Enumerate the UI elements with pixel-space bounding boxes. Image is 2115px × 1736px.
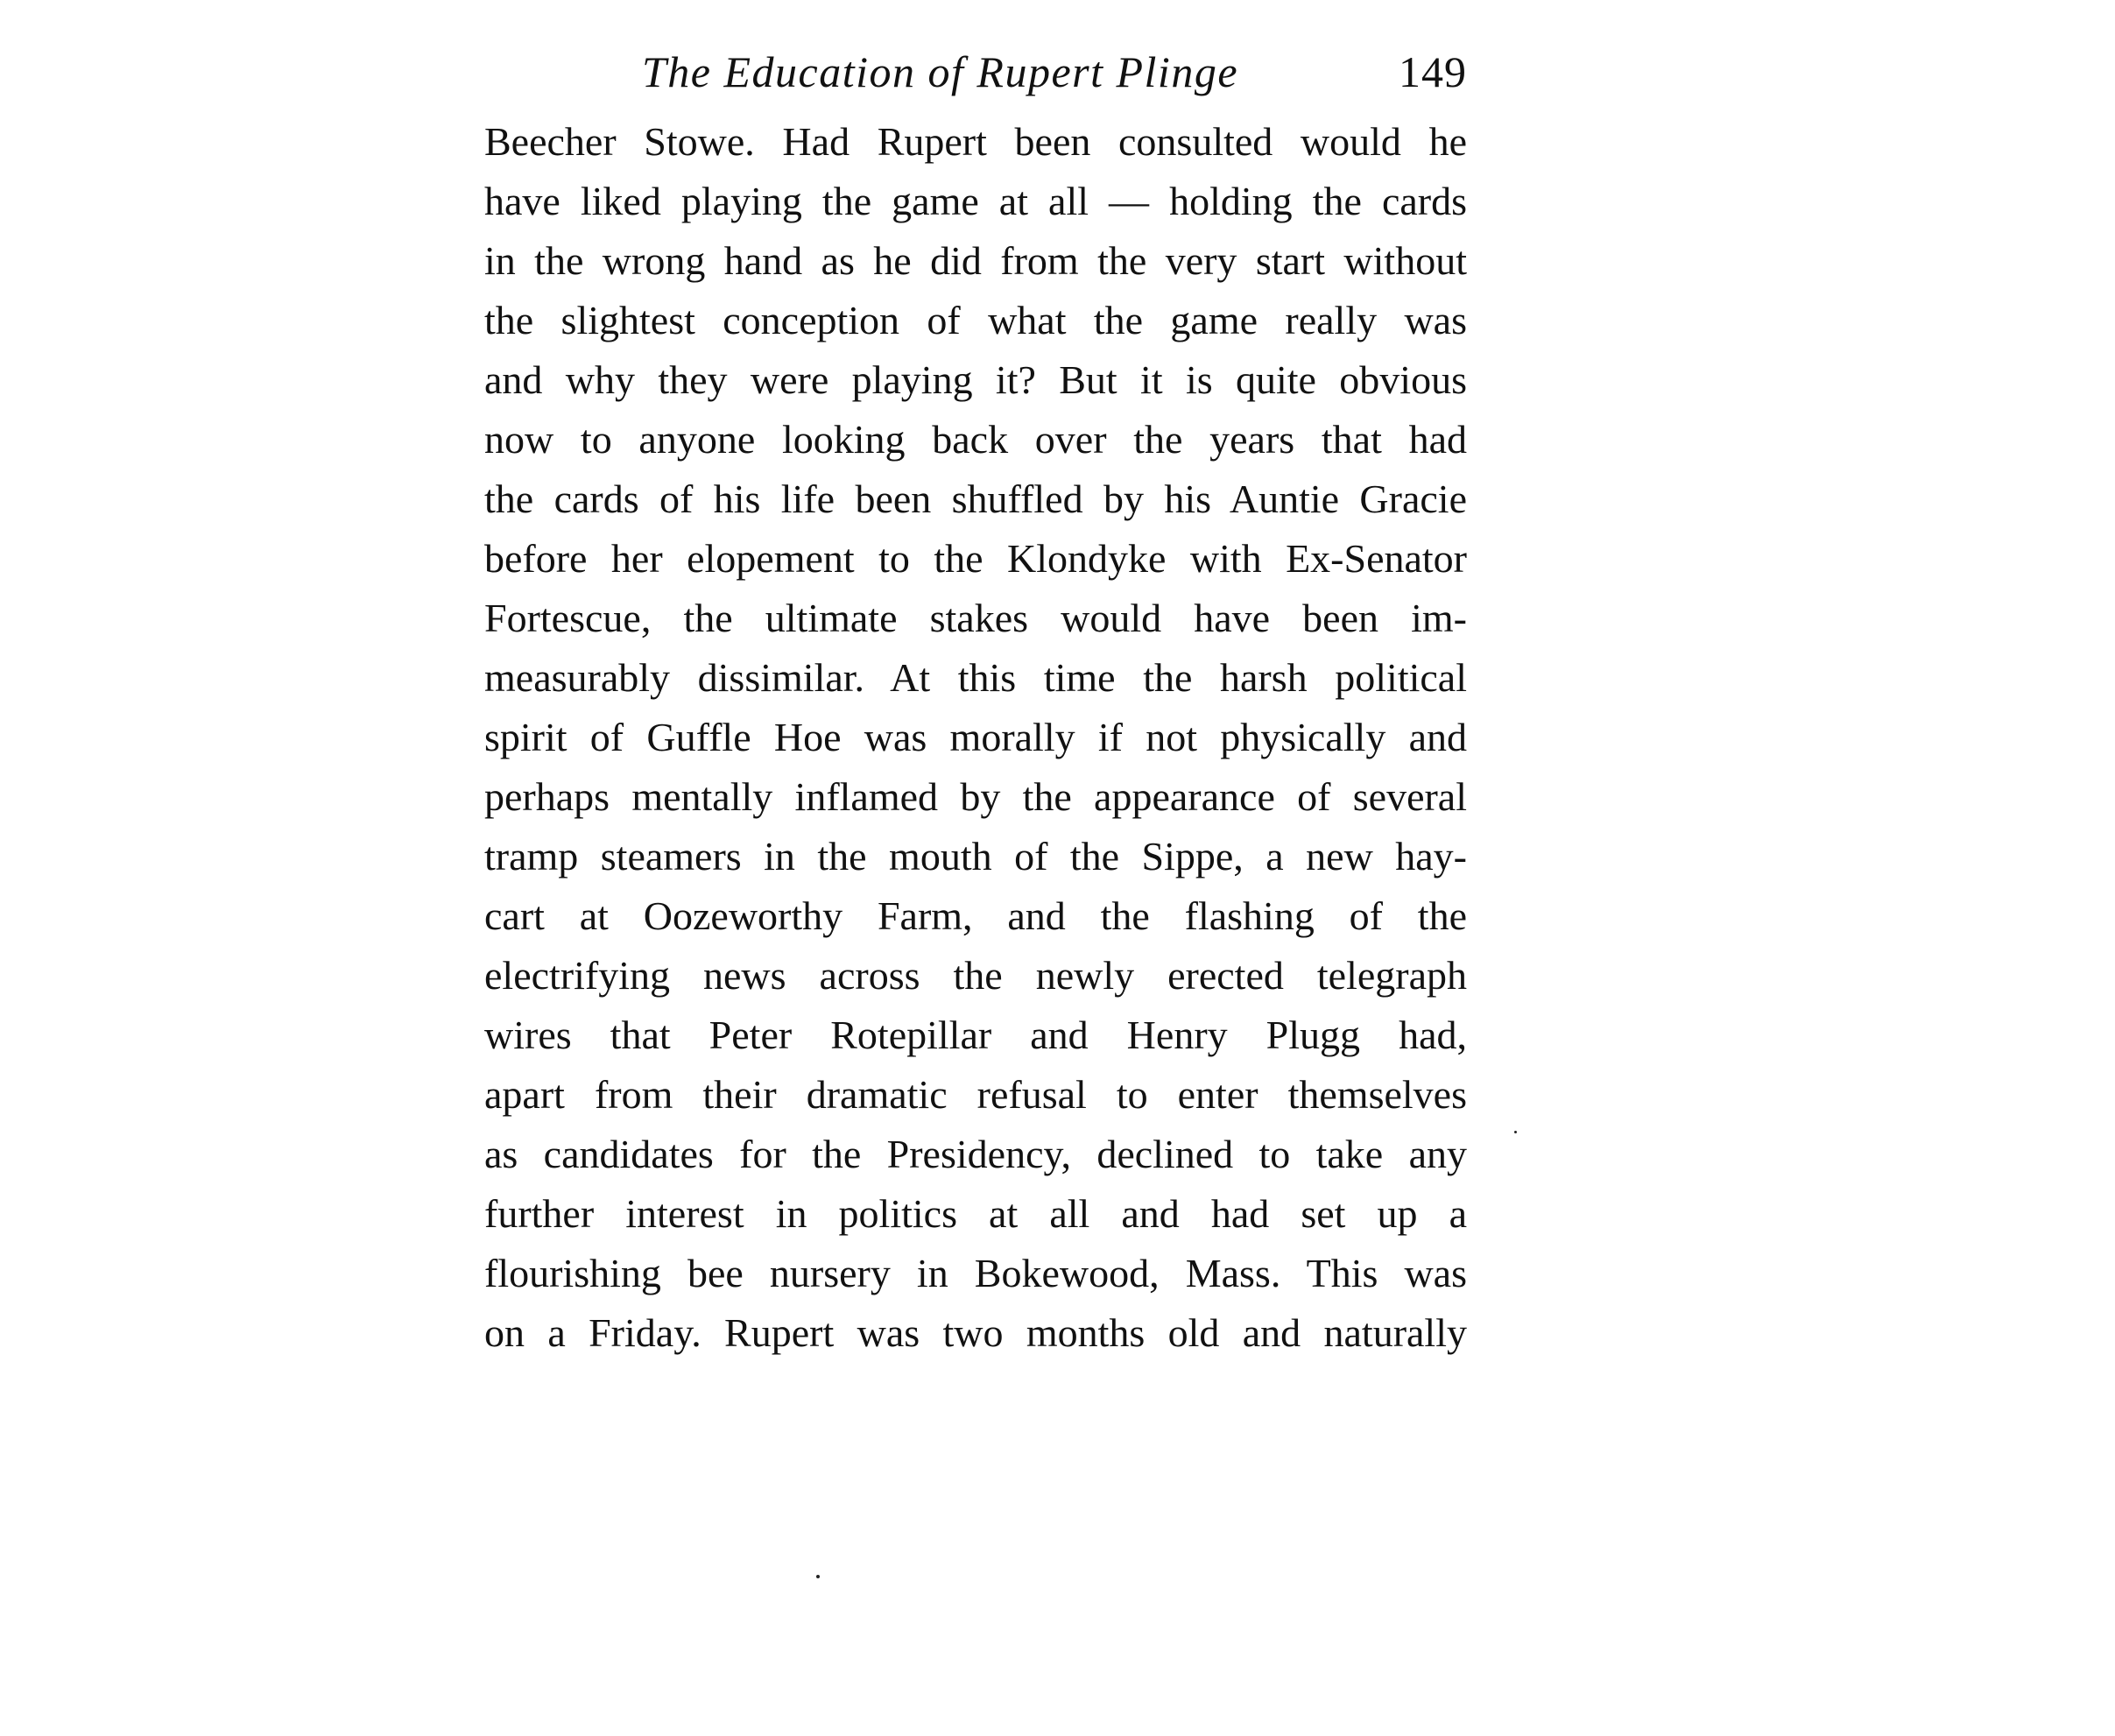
- page-number: 149: [1399, 47, 1467, 96]
- text-line: and why they were playing it? But it is quite obvious: [484, 357, 1467, 402]
- text-line: cart at Oozeworthy Farm, and the flashing of the: [484, 893, 1467, 938]
- body-paragraph: [484, 112, 1467, 1363]
- text-line: perhaps mentally inflamed by the appearance of several: [484, 774, 1467, 819]
- running-title: The Education of Rupert Plinge: [642, 47, 1239, 96]
- ink-speck: [816, 1575, 820, 1578]
- text-line: tramp steamers in the mouth of the Sippe, a new hay-: [484, 834, 1467, 879]
- text-line: now to anyone looking back over the years that had: [484, 417, 1467, 462]
- text-line: have liked playing the game at all — holding the cards: [484, 179, 1467, 223]
- text-line: Fortescue, the ultimate stakes would have been im-: [484, 596, 1467, 640]
- text-line: flourishing bee nursery in Bokewood, Mass. This was: [484, 1251, 1467, 1295]
- text-line: measurably dissimilar. At this time the harsh political: [484, 655, 1467, 700]
- running-head: [642, 37, 1467, 107]
- text-line: in the wrong hand as he did from the very start without: [484, 238, 1467, 283]
- text-line: spirit of Guffle Hoe was morally if not physically and: [484, 715, 1467, 759]
- text-line: on a Friday. Rupert was two months old and naturally: [484, 1310, 1467, 1355]
- text-line: as candidates for the Presidency, declined to take any: [484, 1132, 1467, 1176]
- text-line: before her elopement to the Klondyke with Ex-Senator: [484, 536, 1467, 581]
- text-line: the slightest conception of what the game really was: [484, 298, 1467, 342]
- text-line: wires that Peter Rotepillar and Henry Plugg had,: [484, 1013, 1467, 1057]
- text-line: electrifying news across the newly erected telegraph: [484, 953, 1467, 998]
- text-line: further interest in politics at all and had set up a: [484, 1191, 1467, 1236]
- text-line: the cards of his life been shuffled by his Auntie Gracie: [484, 476, 1467, 521]
- text-line: Beecher Stowe. Had Rupert been consulted would he: [484, 119, 1467, 164]
- ink-speck: [1514, 1131, 1517, 1133]
- text-line: apart from their dramatic refusal to enter themselves: [484, 1072, 1467, 1117]
